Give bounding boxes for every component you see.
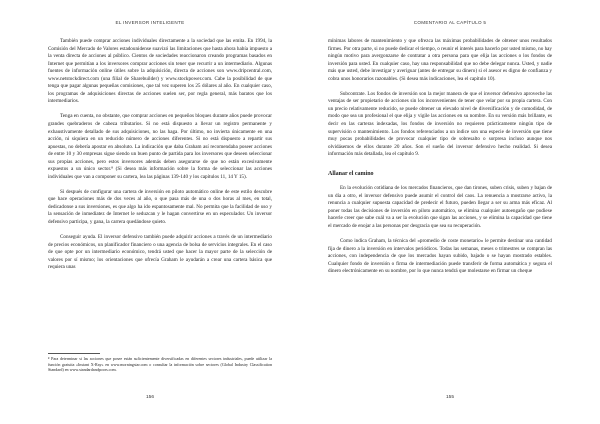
left-paragraph-1: También puede comprar acciones individuales directamente a la sociedad que las emita. En 1994, la Comisión del Mercado de Valores estadounidense suavizó las limitaciones que hasta ahora había impuesto a la venta directa de acciones al público. Cientos de sociedades reaccionaron creando programas basados en Internet que permitían a los inversores comprar acciones sin tener que recurrir a un intermediario. Algunas fuentes de información online útiles sobre la adquisición, directa de acciones son www.dripcentral.com, www.netstockdirect.com (una filial de Sharebuilder) y www.stockpower.com. Cabe la posibilidad de que tenga que pagar algunas pequeñas comisiones, que tal vez superen los 25 dólares al año. En cualquier caso, los programas de adquisiciones directas de acciones suelen ser, por regla general, más baratos que los intermediarios.	[48, 38, 272, 105]
page-number-right: 155	[445, 395, 454, 400]
left-paragraph-4: Conseguir ayuda. El inversor defensivo también puede adquirir acciones a través de un intermediario de precios económicos, un planificador financiero o una agencia de bolsa de servicios integrales. En el caso de que opte por un intermediario económico, tendrá usted que hacer la mayor parte de la selección de valores por sí mismo; los orientaciones que ofrecía Graham le ayudarán a crear una cartera básica que requiera unas	[48, 234, 272, 271]
footnote-divider	[48, 353, 100, 354]
right-paragraph-1: mínimas labores de mantenimiento y que ofrezca las máximas probabilidades de obtener unos resultados firmes. Por otra parte, si no puede dedicar el tiempo, o reunir el interés para hacerlo por usted mismo, no hay ningún motivo para avergonzarse de contratar a otra persona para que elija las acciones o los fondos de inversión para usted. En cualquier caso, hay una responsabilidad que no debe delegar nunca. Usted, y nadie más que usted, debe investigar y averiguar (antes de entregar su dinero) si el asesor es digno de confianza y cobra unos honorarios razonables. (Si desea más indicaciones, lea el capítulo 10).	[328, 38, 552, 82]
running-head-left: EL INVERSOR INTELIGENTE	[115, 20, 185, 25]
right-paragraph-4: Como indica Graham, la técnica del «promedio de coste monetario» le permite destinar una cantidad fija de dinero a la inversión en intervalos periódicos. Todas las semanas, meses o trimestres se compran las acciones, con independencia de que los mercados hayan subido, bajado o se hayan mostrado estables. Cualquier fondo de inversión o firma de intermediación puede transferir de forma automática y segura el dinero electrónicamente en su nombre, por lo que nunca tendrá que molestarse en firmar un cheque	[328, 238, 552, 275]
left-paragraph-3: Si después de configurar una cartera de inversión en piloto automático online de este estilo descubre que hace operaciones más de dos veces al año, o que pasa más de una o dos horas al mes, en total, dedicadonse a sus inversiones, es que algo ha ido espantosamente mal. No permita que la facilidad de uso y la sensación de inmediatez de Internet le seduzcan y le hagan convertirse en un especulador. Un inversor defensivo participa, y gana, la carrera quedándose quieto.	[48, 188, 272, 226]
right-paragraph-2: Subcontrate. Los fondos de inversión son la mejor manera de que el inversor defensivo aproveche las ventajas de ser propietario de acciones sin los inconvenientes de tener que velar por su propia cartera. Con un precio relativamente reducido, se puede obtener un elevado nivel de diversificación y de comodidad, de modo que sea un profesional el que elija y vigile las acciones en su nombre. En su versión más brillante, es decir en las carteras indexadas, los fondos de inversión no requieren prácticamente ningún tipo de supervisión o mantenimiento. Los fondos referenciados a un índice son una especie de inversión que tiene muy pocas probabilidades de provocar cualquier tipo de sobresalto o sorpresa incluso aunque nos olvidásemos de ellos durante 20 años. Son el sueño del inversor defensivo hecho realidad. Si desea información más detallada, lea el capítulo 9.	[328, 90, 552, 158]
left-paragraph-2: Tenga en cuenta, no obstante, que comprar acciones en pequeños bloques durante años puede provocar grandes quebraderos de cabeza tributarios. Si no está dispuesto a llevar un registro permanente y exhaustivamente detallado de sus adquisiciones, no las haga. Por último, no invierta únicamente en una acción, ni siquiera en un reducido número de acciones diferentes. Si no está dispuesto a repartir sus apuestas, no debería apostar en absoluto. La indicación que daba Graham así recomendaba poseer acciones de entre 10 y 30 empresas sigue siendo un buen punto de partida para los inversores que deseen seleccionar sus propias acciones, pero estos inversores además deben asegurarse de que no están excesivamente expuestos a un único sector.⁸ (Si desea más información sobre la forma de seleccionar las acciones individuales que van a componer su cartera, lea las páginas 139-140 y los capítulos 11, 14 Y 15).	[48, 113, 272, 180]
section-title: Allanar el camino	[328, 170, 374, 177]
left-page-body	[48, 38, 272, 348]
page-number-left: 156	[145, 395, 154, 400]
footnote: ⁸ Para determinar si las acciones que posee están suficientemente diversificadas en diferentes sectores industriales, puede utilizar la función gratuita «Instant X-Ray» en www.morningstar.com o consultar la información sobre sectores (Global Industry Classification Standard) en www.standardandpoors.com.	[48, 356, 272, 373]
running-head-right: COMENTARIO AL CAPÍTULO 5	[413, 20, 487, 25]
right-page-body	[328, 38, 552, 384]
right-page	[300, 0, 600, 424]
right-paragraph-3: En la evolución cotidiana de los mercados financieros, que dan tirones, suben crisis, suben y bajan de un día a otro, el inversor defensivo puede asumir el control del caos. La renuencia a mostrarse activo, la renuncia a cualquier supuesta capacidad de predecir el futuro, pueden llegar a ser su arma más eficaz. Al poner todas las decisiones de inversión en piloto automático, se elimina cualquier autoengaño que pudiese hacerle creer que sabe cuál va a ser la evolución que sigan las acciones, y se elimina la capacidad que tiene el mercado de enojar a las personas por desgracia que sea su recuperación.	[328, 185, 552, 229]
